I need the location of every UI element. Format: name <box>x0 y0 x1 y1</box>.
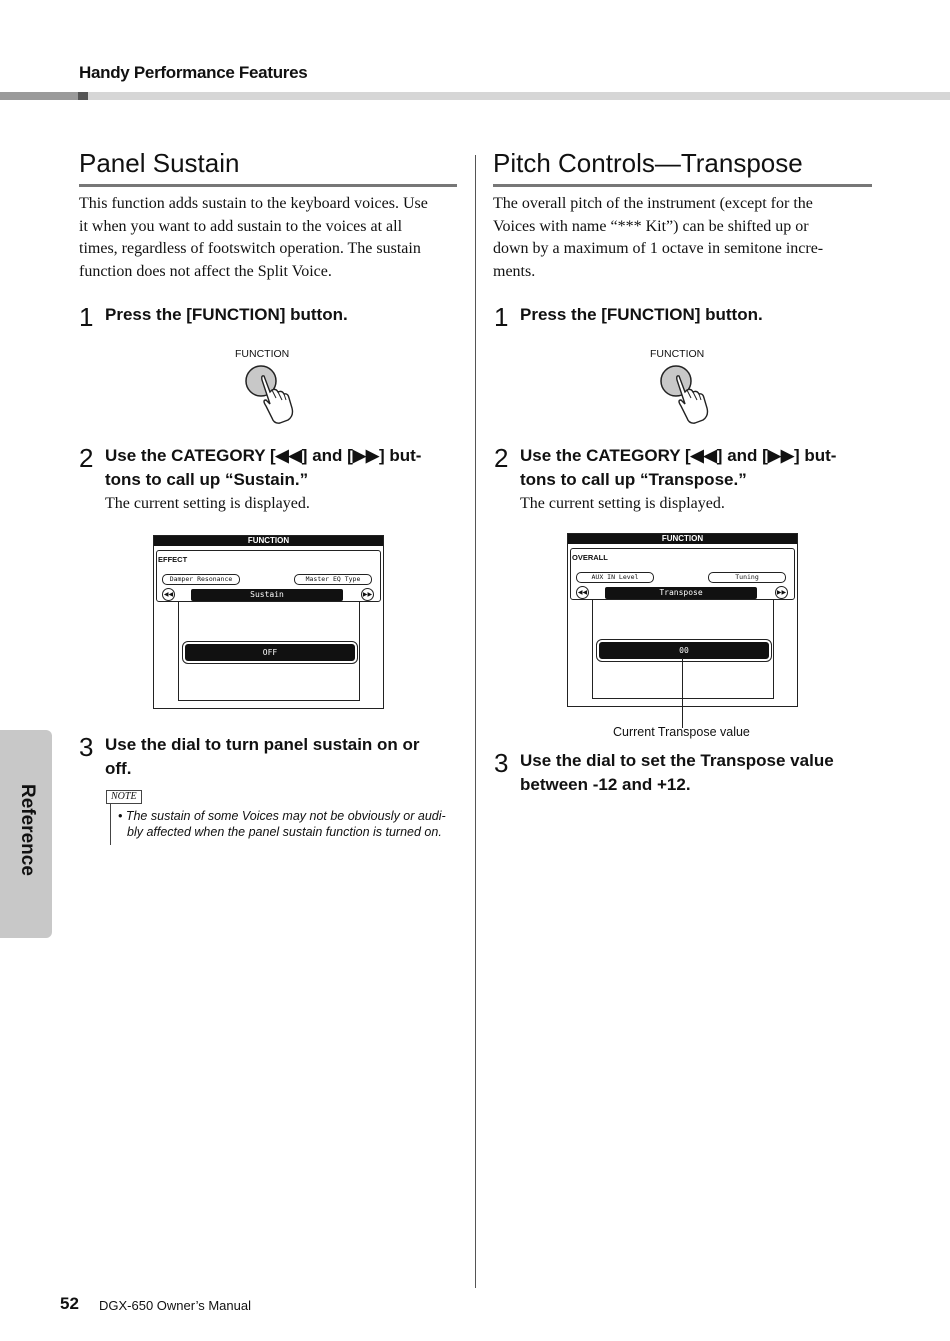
section-rule <box>493 184 872 187</box>
pitch-controls-title: Pitch Controls—Transpose <box>493 148 803 178</box>
function-button-illustration <box>657 362 717 431</box>
step-text: Use the CATEGORY [◀◀] and [▶▶] but- tons to call up “Sustain.” <box>105 446 422 489</box>
step-text: Use the dial to set the Transpose value between -12 and +12. <box>520 751 834 794</box>
lcd-display <box>153 535 384 709</box>
lcd-next-item: Tuning <box>708 572 786 583</box>
lcd-category: OVERALL <box>572 553 608 562</box>
callout-line <box>682 658 683 728</box>
pressing-hand-icon <box>242 362 302 426</box>
header-bar-marker <box>78 92 88 100</box>
step-subtext: The current setting is displayed. <box>520 495 725 512</box>
step-text: Use the dial to turn panel sustain on or off. <box>105 735 420 778</box>
manual-title: DGX-650 Owner’s Manual <box>99 1298 251 1313</box>
step-text: Press the [FUNCTION] button. <box>105 305 348 324</box>
step-number: 1 <box>79 302 94 332</box>
function-button-illustration <box>242 362 302 431</box>
step-number: 1 <box>494 302 509 332</box>
step-text: Press the [FUNCTION] button. <box>520 305 763 324</box>
step-number: 3 <box>79 732 94 762</box>
header-bar <box>0 92 950 100</box>
step-subtext: The current setting is displayed. <box>105 495 310 512</box>
note-badge: NOTE <box>106 790 142 804</box>
rewind-icon: ◀◀ <box>162 588 175 601</box>
section-rule <box>79 184 457 187</box>
function-button-label: FUNCTION <box>235 348 290 360</box>
header-bar-accent <box>0 92 78 100</box>
lcd-current-item: Transpose <box>605 587 757 599</box>
page-number: 52 <box>60 1294 79 1313</box>
pitch-controls-intro: The overall pitch of the instrument (except for the Voices with name “*** Kit”) can be shifted up or down by a maximum of 1 octave in semitone incre- ments. <box>493 195 824 280</box>
lcd-next-item: Master EQ Type <box>294 574 372 585</box>
reference-tab-label: Reference <box>17 784 38 876</box>
rewind-icon: ◀◀ <box>576 586 589 599</box>
lcd-value: 00 <box>597 640 771 661</box>
lcd-title: FUNCTION <box>568 534 797 544</box>
note-text: • The sustain of some Voices may not be obviously or audi- bly affected when the panel sustain function is turned on. <box>118 809 446 839</box>
note-rule <box>110 803 111 845</box>
step-number: 3 <box>494 748 509 778</box>
callout-label: Current Transpose value <box>613 725 750 739</box>
panel-sustain-intro: This function adds sustain to the keyboard voices. Use it when you want to add sustain to the voices at all times, regardless of footswitch operation. The sustain function does not affect the Split Voice. <box>79 195 428 280</box>
fast-forward-icon: ▶▶ <box>361 588 374 601</box>
function-button-label: FUNCTION <box>650 348 705 360</box>
lcd-title: FUNCTION <box>154 536 383 546</box>
fast-forward-icon: ▶▶ <box>775 586 788 599</box>
column-divider <box>475 155 476 1288</box>
running-header: Handy Performance Features <box>79 63 308 82</box>
step-text: Use the CATEGORY [◀◀] and [▶▶] but- tons to call up “Transpose.” <box>520 446 837 489</box>
lcd-category: EFFECT <box>158 555 188 564</box>
panel-sustain-title: Panel Sustain <box>79 148 240 178</box>
step-number: 2 <box>79 443 94 473</box>
lcd-prev-item: Damper Resonance <box>162 574 240 585</box>
lcd-current-item: Sustain <box>191 589 343 601</box>
lcd-prev-item: AUX IN Level <box>576 572 654 583</box>
lcd-value: OFF <box>183 642 357 663</box>
step-number: 2 <box>494 443 509 473</box>
pressing-hand-icon <box>657 362 717 426</box>
